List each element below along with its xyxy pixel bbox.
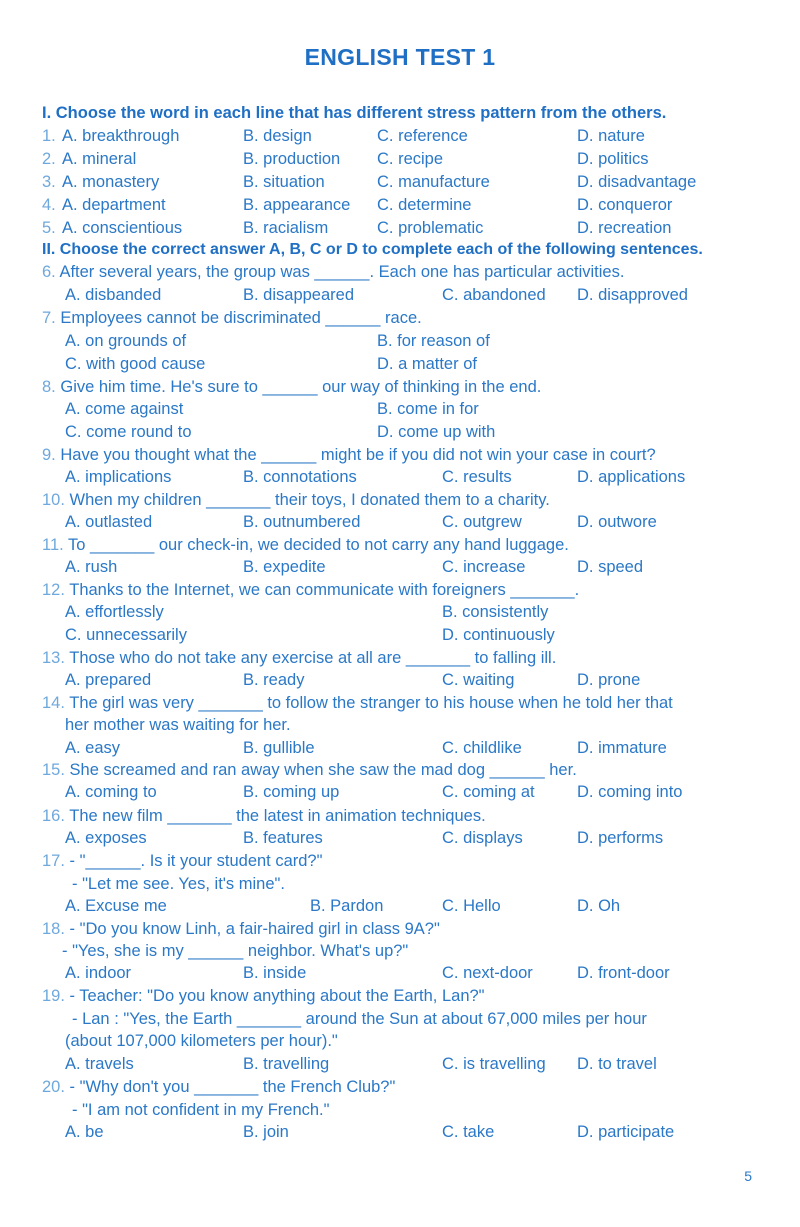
section-1-heading: I. Choose the word in each line that has different stress pattern from the others. xyxy=(42,104,667,122)
q4-option-b: B. appearance xyxy=(243,196,351,214)
q11-option-c: C. increase xyxy=(442,558,526,576)
section-2-heading: II. Choose the correct answer A, B, C or D to complete each of the following sentences. xyxy=(42,241,703,258)
q8-option-d: D. come up with xyxy=(377,423,496,441)
q14-option-b: B. gullible xyxy=(243,739,315,757)
q15-option-d: D. coming into xyxy=(577,783,683,801)
q19-option-d: D. to travel xyxy=(577,1055,657,1073)
q14-option-c: C. childlike xyxy=(442,739,522,757)
q5-option-c: C. problematic xyxy=(377,219,484,237)
question-16: 16. The new film _______ the latest in animation techniques. xyxy=(42,807,486,825)
question-19-text-continued: - Lan : "Yes, the Earth _______ around the Sun at about 67,000 miles per hour xyxy=(72,1010,647,1028)
q16-option-c: C. displays xyxy=(442,829,523,847)
question-11-text: To _______ our check-in, we decided to not carry any hand luggage. xyxy=(68,536,569,554)
question-4: 4. xyxy=(42,196,56,214)
q6-option-d: D. disapproved xyxy=(577,286,688,304)
question-2: 2. xyxy=(42,150,56,168)
q16-option-d: D. performs xyxy=(577,829,664,847)
q13-option-b: B. ready xyxy=(243,671,305,689)
question-7-text: Employees cannot be discriminated ______ race. xyxy=(60,309,422,327)
question-3: 3. xyxy=(42,173,56,191)
q7-option-d: D. a matter of xyxy=(377,355,477,373)
q11-option-a: A. rush xyxy=(65,558,118,576)
question-6-text: After several years, the group was ______. Each one has particular activities. xyxy=(59,263,625,281)
q3-option-d: D. disadvantage xyxy=(577,173,697,191)
q19-option-c: C. is travelling xyxy=(442,1055,546,1073)
q16-option-b: B. features xyxy=(243,829,323,847)
question-20: 20. - "Why don't you _______ the French Club?" xyxy=(42,1078,396,1096)
q13-option-d: D. prone xyxy=(577,671,641,689)
q17-option-a: A. Excuse me xyxy=(65,897,167,915)
q18-option-d: D. front-door xyxy=(577,964,670,982)
q8-option-b: B. come in for xyxy=(377,400,479,418)
q20-option-b: B. join xyxy=(243,1123,289,1141)
q15-option-c: C. coming at xyxy=(442,783,535,801)
q12-option-a: A. effortlessly xyxy=(65,603,164,621)
question-18-text: - "Do you know Linh, a fair-haired girl in class 9A?" xyxy=(69,920,440,938)
q18-option-b: B. inside xyxy=(243,964,307,982)
q19-option-a: A. travels xyxy=(65,1055,134,1073)
q13-option-c: C. waiting xyxy=(442,671,515,689)
question-16-text: The new film _______ the latest in animation techniques. xyxy=(69,807,486,825)
q1-option-b: B. design xyxy=(243,127,312,145)
q14-option-a: A. easy xyxy=(65,739,121,757)
q4-option-a: A. department xyxy=(62,196,166,214)
q5-option-b: B. racialism xyxy=(243,219,329,237)
q20-option-c: C. take xyxy=(442,1123,495,1141)
question-20-text: - "Why don't you _______ the French Club?" xyxy=(69,1078,396,1096)
q19-option-b: B. travelling xyxy=(243,1055,330,1073)
q10-option-b: B. outnumbered xyxy=(243,513,361,531)
q6-option-b: B. disappeared xyxy=(243,286,354,304)
q11-option-d: D. speed xyxy=(577,558,644,576)
question-14: 14. The girl was very _______ to follow the stranger to his house when he told her that xyxy=(42,694,673,712)
q3-option-b: B. situation xyxy=(243,173,325,191)
question-19: 19. - Teacher: "Do you know anything about the Earth, Lan?" xyxy=(42,987,485,1005)
q12-option-c: C. unnecessarily xyxy=(65,626,187,644)
q10-option-c: C. outgrew xyxy=(442,513,522,531)
q6-option-a: A. disbanded xyxy=(65,286,162,304)
q13-option-a: A. prepared xyxy=(65,671,152,689)
q7-option-c: C. with good cause xyxy=(65,355,206,373)
question-13: 13. Those who do not take any exercise at all are _______ to falling ill. xyxy=(42,649,557,667)
q12-option-d: D. continuously xyxy=(442,626,555,644)
q1-option-c: C. reference xyxy=(377,127,468,145)
q3-option-a: A. monastery xyxy=(62,173,160,191)
question-9: 9. Have you thought what the ______ might be if you did not win your case in court? xyxy=(42,446,656,464)
q6-option-c: C. abandoned xyxy=(442,286,546,304)
question-15-text: She screamed and ran away when she saw the mad dog ______ her. xyxy=(69,761,577,779)
question-8-text: Give him time. He's sure to ______ our way of thinking in the end. xyxy=(60,378,542,396)
q18-option-c: C. next-door xyxy=(442,964,533,982)
q17-option-d: D. Oh xyxy=(577,897,621,915)
q2-option-c: C. recipe xyxy=(377,150,444,168)
q20-option-a: A. be xyxy=(65,1123,104,1141)
question-15: 15. She screamed and ran away when she saw the mad dog ______ her. xyxy=(42,761,577,779)
q14-option-d: D. immature xyxy=(577,739,667,757)
q5-option-a: A. conscientious xyxy=(62,219,183,237)
question-10: 10. When my children _______ their toys, I donated them to a charity. xyxy=(42,491,550,509)
question-18-text-continued: - "Yes, she is my ______ neighbor. What's up?" xyxy=(62,942,409,960)
q18-option-a: A. indoor xyxy=(65,964,132,982)
question-14-text-continued: her mother was waiting for her. xyxy=(65,716,291,734)
question-9-text: Have you thought what the ______ might be if you did not win your case in court? xyxy=(60,446,656,464)
question-17-text: - "______. Is it your student card?" xyxy=(69,852,323,870)
question-1: 1. xyxy=(42,127,56,145)
question-11: 11. To _______ our check-in, we decided to not carry any hand luggage. xyxy=(42,536,569,554)
question-20-text-continued: - "I am not confident in my French." xyxy=(72,1101,330,1119)
question-7: 7. Employees cannot be discriminated ______ race. xyxy=(42,309,422,327)
q7-option-a: A. on grounds of xyxy=(65,332,187,350)
q7-option-b: B. for reason of xyxy=(377,332,490,350)
question-12: 12. Thanks to the Internet, we can communicate with foreigners _______. xyxy=(42,581,580,599)
q1-option-d: D. nature xyxy=(577,127,645,145)
q11-option-b: B. expedite xyxy=(243,558,326,576)
question-19-text-continued-2: (about 107,000 kilometers per hour)." xyxy=(65,1032,338,1050)
question-14-text: The girl was very _______ to follow the stranger to his house when he told her that xyxy=(69,694,673,712)
q8-option-a: A. come against xyxy=(65,400,184,418)
question-8: 8. Give him time. He's sure to ______ our way of thinking in the end. xyxy=(42,378,542,396)
q2-option-b: B. production xyxy=(243,150,341,168)
q9-option-a: A. implications xyxy=(65,468,172,486)
q8-option-c: C. come round to xyxy=(65,423,192,441)
q1-option-a: A. breakthrough xyxy=(62,127,180,145)
q9-option-c: C. results xyxy=(442,468,512,486)
question-13-text: Those who do not take any exercise at all are _______ to falling ill. xyxy=(69,649,557,667)
page-number: 5 xyxy=(744,1168,752,1184)
q2-option-a: A. mineral xyxy=(62,150,137,168)
question-17: 17. - "______. Is it your student card?" xyxy=(42,852,323,870)
q15-option-a: A. coming to xyxy=(65,783,157,801)
q3-option-c: C. manufacture xyxy=(377,173,490,191)
q12-option-b: B. consistently xyxy=(442,603,549,621)
question-18: 18. - "Do you know Linh, a fair-haired girl in class 9A?" xyxy=(42,920,440,938)
q10-option-a: A. outlasted xyxy=(65,513,153,531)
q17-option-c: C. Hello xyxy=(442,897,501,915)
question-6: 6. After several years, the group was ______. Each one has particular activities. xyxy=(42,263,625,281)
question-5: 5. xyxy=(42,219,56,237)
q2-option-d: D. politics xyxy=(577,150,649,168)
question-12-text: Thanks to the Internet, we can communicate with foreigners _______. xyxy=(69,581,580,599)
q4-option-c: C. determine xyxy=(377,196,472,214)
q15-option-b: B. coming up xyxy=(243,783,340,801)
q4-option-d: D. conqueror xyxy=(577,196,673,214)
q17-option-b: B. Pardon xyxy=(310,897,384,915)
q5-option-d: D. recreation xyxy=(577,219,672,237)
q16-option-a: A. exposes xyxy=(65,829,147,847)
question-10-text: When my children _______ their toys, I donated them to a charity. xyxy=(69,491,550,509)
q9-option-b: B. connotations xyxy=(243,468,357,486)
page-title: ENGLISH TEST 1 xyxy=(304,44,496,70)
question-17-text-continued: - "Let me see. Yes, it's mine". xyxy=(72,875,285,893)
q20-option-d: D. participate xyxy=(577,1123,675,1141)
q10-option-d: D. outwore xyxy=(577,513,657,531)
question-19-text: - Teacher: "Do you know anything about the Earth, Lan?" xyxy=(69,987,485,1005)
q9-option-d: D. applications xyxy=(577,468,686,486)
